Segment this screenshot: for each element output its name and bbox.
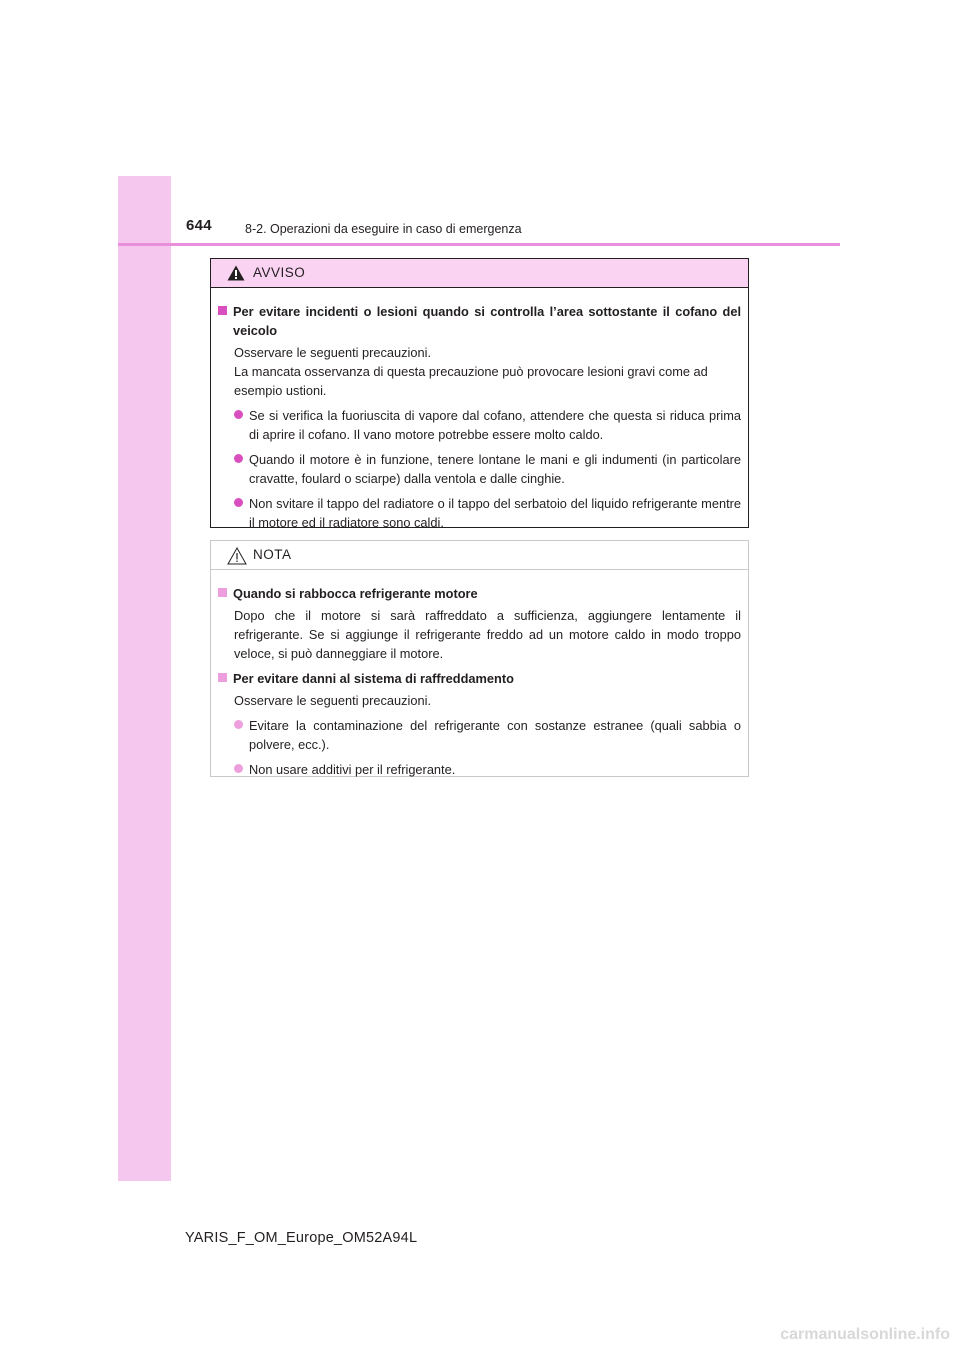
section-title: 8-2. Operazioni da eseguire in caso di emergenza [245,222,522,236]
note-heading-2: Per evitare danni al sistema di raffreddamento [218,669,741,688]
watermark: carmanualsonline.info [780,1326,950,1343]
list-item: Evitare la contaminazione del refrigerante con sostanze estranee (quali sabbia o polvere, ecc.). [218,716,741,754]
note-text-1: Dopo che il motore si sarà raffreddato a sufficienza, aggiungere lentamente il refrigerante. Se si aggiunge il refrigerante freddo ad un motore caldo in modo troppo veloce, si può danneggiare il motore. [234,608,741,661]
warning-box [210,258,749,528]
warning-intro: Osservare le seguenti precauzioni. La mancata osservanza di questa precauzione può provocare lesioni gravi come ad esempio ustioni. [234,345,708,398]
round-bullet-icon [234,720,243,729]
note-intro-2: Osservare le seguenti precauzioni. [234,693,432,708]
warning-header [211,259,748,288]
document-code: YARIS_F_OM_Europe_OM52A94L [185,1230,418,1246]
round-bullet-icon [234,498,243,507]
note-box [210,540,749,777]
round-bullet-icon [234,410,243,419]
caution-triangle-icon [227,547,247,565]
list-item: Non usare additivi per il refrigerante. [218,760,741,779]
round-bullet-icon [234,454,243,463]
square-bullet-icon [218,588,227,597]
list-item: Quando il motore è in funzione, tenere lontane le mani e gli indumenti (in particolare cravatte, foulard o sciarpe) dalla ventola e dalle cinghie. [218,450,741,488]
warning-label: AVVISO [253,265,306,280]
list-item: Non svitare il tappo del radiatore o il tappo del serbatoio del liquido refrigerante mentre il motore ed il radiatore sono caldi. [218,494,741,532]
list-item: Se si verifica la fuoriuscita di vapore dal cofano, attendere che questa si riduca prima di aprire il cofano. Il vano motore potrebbe essere molto caldo. [218,406,741,444]
note-heading-1: Quando si rabbocca refrigerante motore [218,584,741,603]
round-bullet-icon [234,764,243,773]
chapter-side-tab [118,176,171,1181]
page-number: 644 [186,217,212,234]
note-header [211,541,748,570]
header-rule [118,243,840,246]
warning-heading: Per evitare incidenti o lesioni quando si controlla l’area sottostante il cofano del veicolo [218,302,741,340]
square-bullet-icon [218,673,227,682]
square-bullet-icon [218,306,227,315]
note-label: NOTA [253,547,292,562]
warning-triangle-icon [227,265,245,281]
